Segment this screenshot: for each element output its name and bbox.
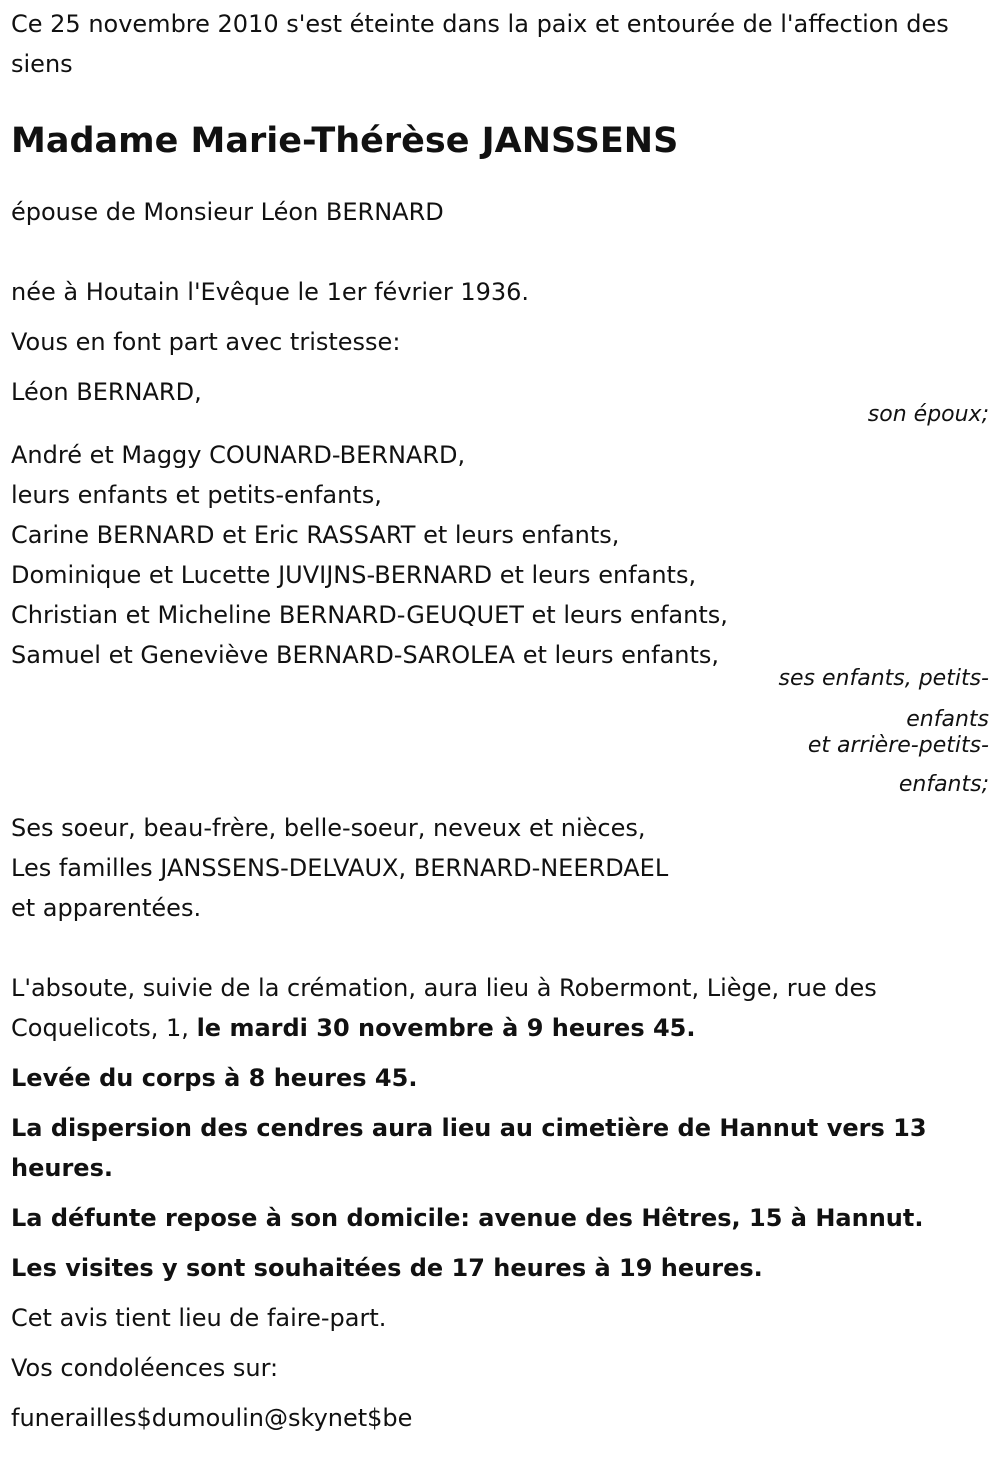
intro-text: Ce 25 novembre 2010 s'est éteinte dans la paix et entourée de l'affection des siens [11,10,949,78]
relatives-line: Ses soeur, beau-frère, belle-soeur, neveux et nièces, [11,814,646,842]
family-line: Dominique et Lucette JUVIJNS-BERNARD et leurs enfants, [11,561,697,589]
deceased-name: Madame Marie-Thérèse JANSSENS [11,121,679,161]
relatives-list [11,808,989,928]
family-line: Christian et Micheline BERNARD-GEUQUET et leurs enfants, [11,601,728,629]
family-line: Carine BERNARD et Eric RASSART et leurs enfants, [11,521,620,549]
birth-line: née à Houtain l'Evêque le 1er février 1936. [11,278,530,306]
spouse-role: son époux; [867,402,989,427]
great-children-role [11,726,989,804]
family-line: Samuel et Geneviève BERNARD-SAROLEA et leurs enfants, [11,641,720,669]
condolences-email[interactable]: funerailles$dumoulin@skynet$be [11,1404,413,1432]
ceremony-date: le mardi 30 novembre à 9 heures 45. [196,1014,696,1042]
relatives-line: Les familles JANSSENS-DELVAUX, BERNARD-NEERDAEL [11,854,669,882]
family-line: leurs enfants et petits-enfants, [11,481,382,509]
ceremony-paragraph [11,968,989,1048]
ceremony-text: L'absoute, suivie de la crémation, aura lieu à Robermont, Liège, rue des Coquelicots, 1, [11,974,877,1042]
spouse-line: épouse de Monsieur Léon BERNARD [11,198,444,226]
family-line: André et Maggy COUNARD-BERNARD, [11,441,466,469]
family-list [11,435,989,675]
children-role-line: ses enfants, petits- [778,666,989,691]
obituary-document [11,0,989,1438]
spouse-name: Léon BERNARD, [11,378,202,406]
levee-line: Levée du corps à 8 heures 45. [11,1064,418,1092]
repose-line: La défunte repose à son domicile: avenue des Hêtres, 15 à Hannut. [11,1204,924,1232]
children-role-line: enfants [906,707,989,732]
relatives-line: et apparentées. [11,894,202,922]
notice-line: Cet avis tient lieu de faire-part. [11,1304,387,1332]
condolences-label: Vos condoléences sur: [11,1354,279,1382]
visits-line: Les visites y sont souhaitées de 17 heures à 19 heures. [11,1254,763,1282]
dispersion-line: La dispersion des cendres aura lieu au cimetière de Hannut vers 13 heures. [11,1114,927,1182]
announce-line: Vous en font part avec tristesse: [11,328,401,356]
great-children-role-line: et arrière-petits- [807,733,989,758]
great-children-role-line: enfants; [898,772,989,797]
